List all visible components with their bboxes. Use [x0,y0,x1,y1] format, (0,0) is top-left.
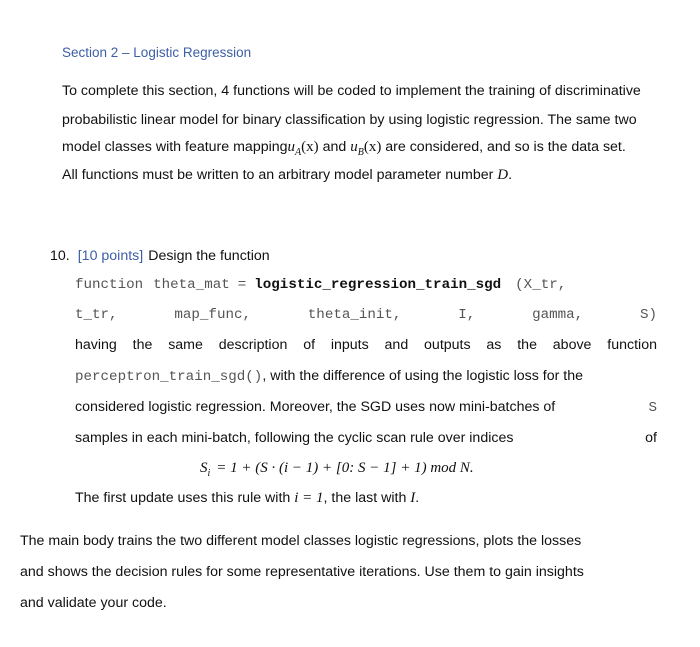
description-line-3: considered logistic regression. Moreover, the SGD uses now mini-batches of S [75,399,657,416]
description-word: the [132,337,153,353]
intro-line-1: To complete this section, 4 functions will be coded to implement the training of discriminative [62,83,641,99]
math-uA: $u_A$ [287,139,302,158]
description-word: function [607,337,657,353]
description-word: as [486,337,502,353]
description-word: description [218,337,288,353]
cyclic-index-formula: $S_i$ = 1 + (S · (i − 1) + [0: S − 1] + 1) mod N. [200,460,474,479]
first-update-line: The first update uses this rule with i = 1 , the last with I . [75,490,420,506]
question-number: 10. [50,248,70,264]
description-word: the [517,337,537,353]
function-name: logistic_regression_train_sgd [254,277,502,293]
description-word: inputs [330,337,369,353]
description-word: above [552,337,592,353]
description-line-4: samples in each mini-batch, following the cyclic scan rule over indices of [75,430,657,446]
signature-line-1: function theta_mat = logistic_regression_train_sgd (X_tr, [75,277,567,293]
description-line-1 [75,337,657,353]
question-points: [10 points] [77,248,144,264]
description-word: of [303,337,316,353]
math-uB: $u_B$ [350,139,364,158]
description-line-2: perceptron_train_sgd() , with the difference of using the logistic loss for the [75,368,584,385]
closing-line-3: and validate your code. [20,595,167,611]
question-title: Design the function [148,248,270,264]
question-heading [50,248,270,264]
signature-line-2: t_tr, map_func, theta_init, I, gamma, S) [75,307,657,323]
intro-line-2: probabilistic linear model for binary classification by using logistic regression. The same two [62,112,637,128]
closing-line-1: The main body trains the two different model classes logistic regressions, plots the losses [20,533,582,549]
description-word: outputs [424,337,471,353]
closing-line-2: and shows the decision rules for some representative iterations. Use them to gain insights [20,564,584,580]
description-word: having [75,337,117,353]
intro-line-4: All functions must be written to an arbitrary model parameter number D . [62,167,513,183]
description-word: and [384,337,409,353]
section-title: Section 2 – Logistic Regression [62,45,252,60]
perceptron-func-name: perceptron_train_sgd() [75,369,263,385]
intro-line-3: model classes with feature mapping $u_A$ (x) and $u_B$ (x) are considered, and so is the data set. [62,139,626,158]
description-word: same [168,337,203,353]
